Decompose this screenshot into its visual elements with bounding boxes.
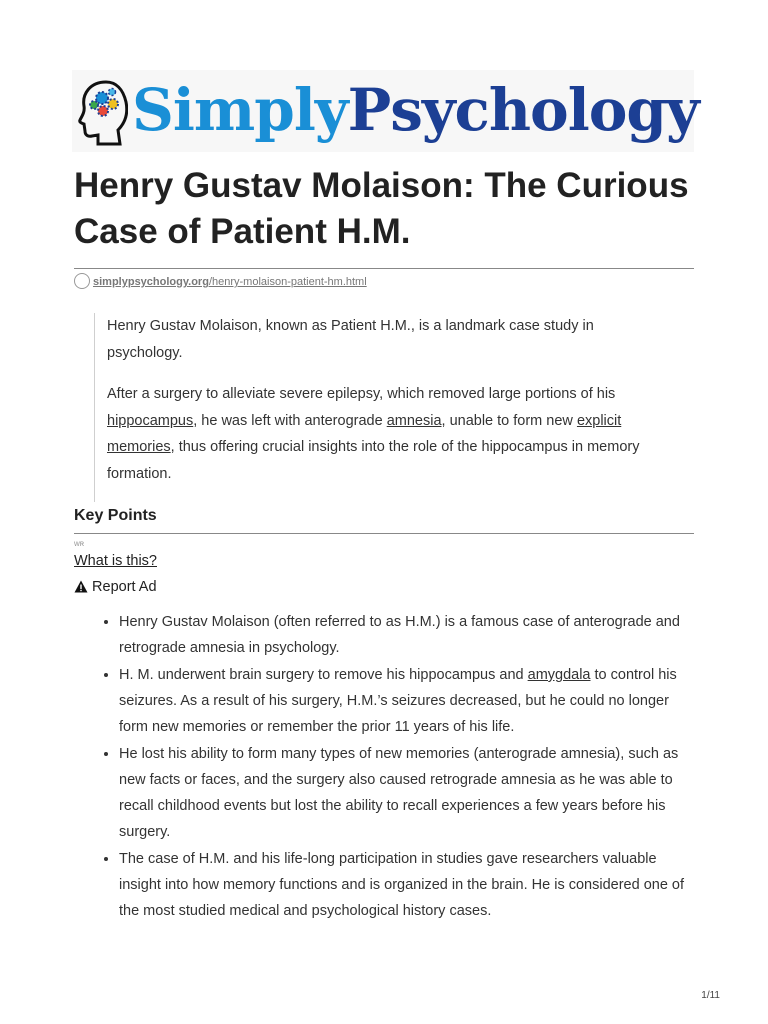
intro-paragraph-2 [107,381,667,487]
list-text: H. M. underwent brain surgery to remove his hippocampus and [119,667,528,683]
key-points-list [74,609,694,925]
logo-psychology: Psychology [347,76,699,144]
logo-wordmark [132,70,699,150]
report-ad-label: Report Ad [92,579,157,595]
intro-text: After a surgery to alleviate severe epilepsy, which removed large portions of his [107,386,616,402]
intro-paragraph-1: Henry Gustav Molaison, known as Patient H.M., is a landmark case study in psychology. [107,318,594,361]
ad-marker: ᴡʀ [74,539,85,548]
page-indicator: 1/11 [701,990,720,1001]
source-path: /henry-molaison-patient-hm.html [208,276,367,288]
intro-text: , he was left with anterograde [193,412,387,429]
intro-summary [94,313,667,502]
key-points-divider [74,533,694,534]
amnesia-link[interactable]: amnesia [386,412,442,429]
report-ad-button[interactable] [74,577,157,597]
hippocampus-link[interactable]: hippocampus [107,412,194,429]
amygdala-link[interactable]: amygdala [527,667,591,683]
list-item: • Henry Gustav Molaison (often referred to as H.M.) is a famous case of anterograde and retrograde amnesia in psychology. [119,609,694,661]
logo-simply: Simply [132,76,348,144]
head-gears-icon [76,76,128,146]
page-title: Henry Gustav Molaison: The Curious Case of Patient H.M. [74,166,689,251]
list-item [119,662,694,740]
intro-text: , thus offering crucial insights into the role of the hippocampus in memory formation. [107,439,640,482]
warning-icon [74,580,88,593]
list-item: • The case of H.M. and his life-long participation in studies gave researchers valuable insight into how memory functions and is organized in the brain. He is considered one of the most studied medical and psychological history cases. [119,846,694,924]
site-logo[interactable] [72,70,699,152]
title-divider [74,268,694,269]
key-points-heading: Key Points [74,507,157,524]
source-domain: simplypsychology.org [93,276,209,288]
list-item: • He lost his ability to form many types of new memories (anterograde amnesia), such as new facts or faces, and the surgery also caused retrograde amnesia as he was able to recall childhood events but lost the ability to recall experiences a few years before his surgery. [119,741,694,845]
list-text: to control his seizures. As a result of his surgery, H.M.’s seizures decreased, but he could no longer form new memories or remember the prior 11 years of his life. [119,667,677,735]
explicit-memories-link[interactable]: explicit memories [107,412,622,455]
source-link[interactable] [93,276,367,288]
intro-text: , unable to form new [441,412,577,429]
site-favicon-icon [74,273,90,289]
what-is-this-link[interactable]: What is this? [74,553,157,569]
source-url [74,273,367,291]
